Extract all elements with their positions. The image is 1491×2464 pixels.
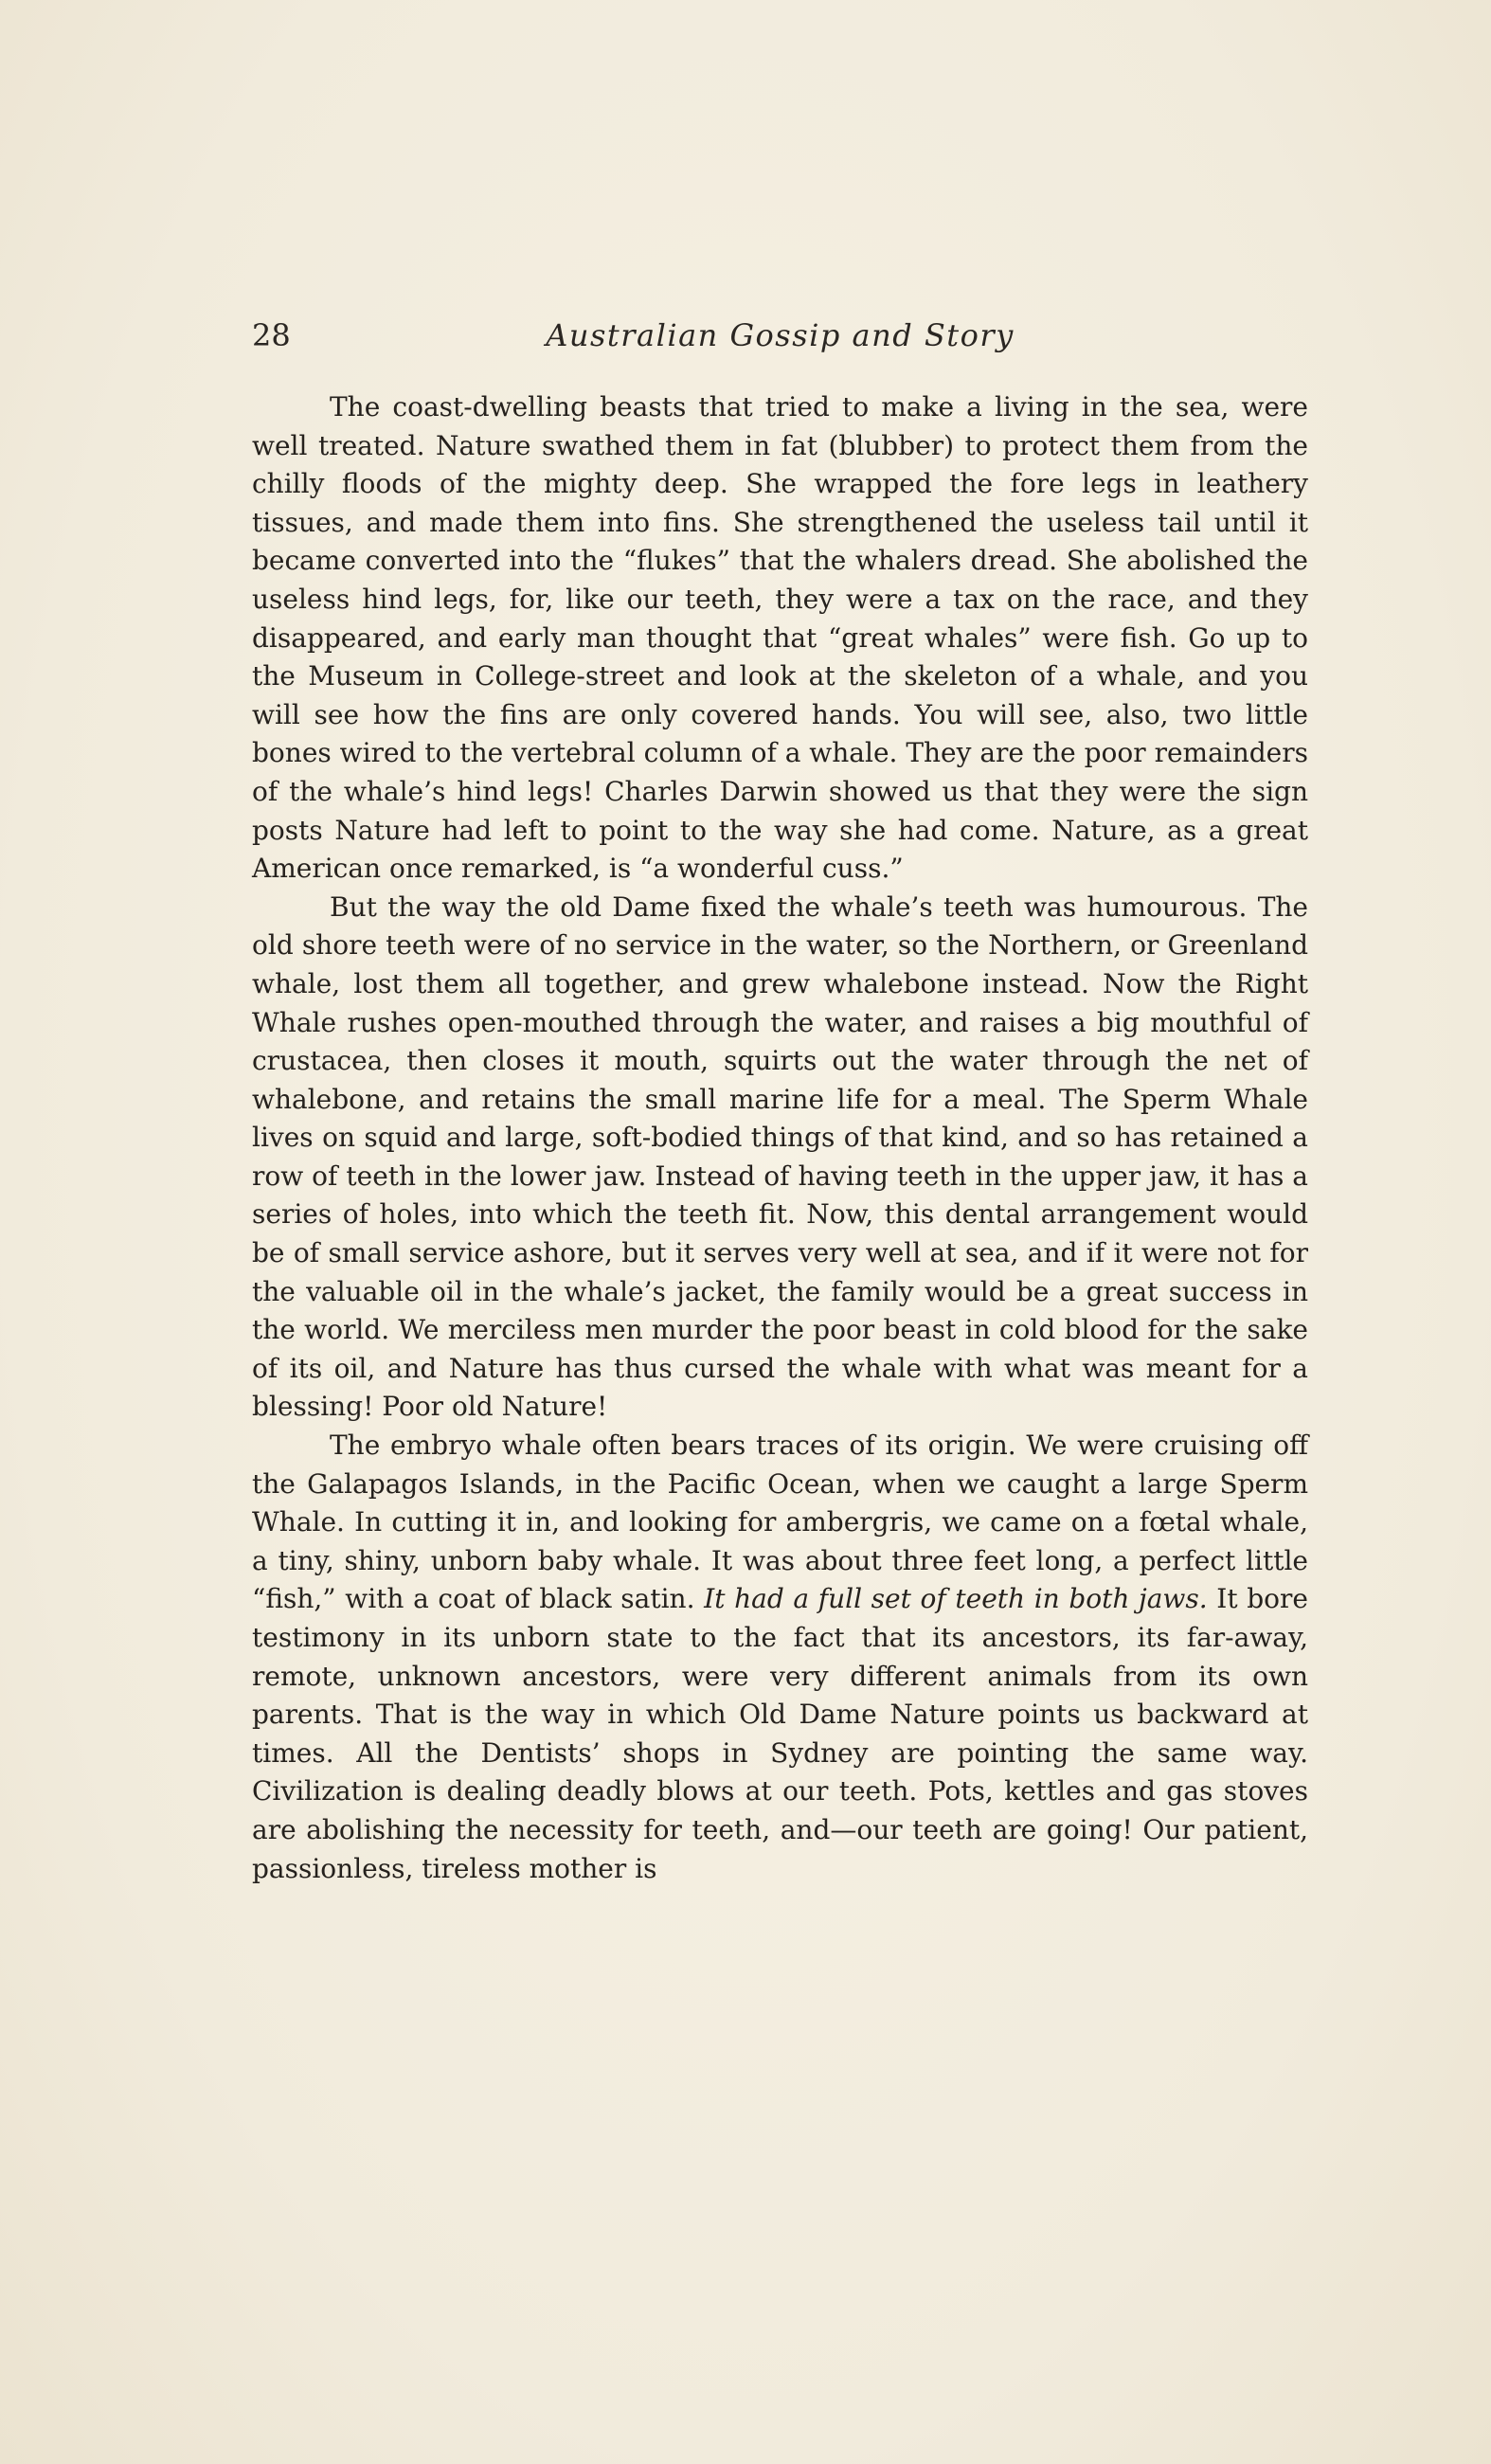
body-text [252,388,1308,1888]
paragraph-3-italic-text: It had a full set of teeth in both jaws. [704,1583,1208,1615]
paragraph-1: The coast-dwelling beasts that tried to make a living in the sea, were well treated. Nature swathed them in fat (blubber) to protect them from the chilly floods of the mighty deep. She wrapped the fore legs in leathery tissues, and made them into fins. She strengthened the useless tail until it became converted into the “flukes” that the whalers dread. She abolished the useless hind legs, for, like our teeth, they were a tax on the race, and they disappeared, and early man thought that “great whales” were fish. Go up to the Museum in College-street and look at the skeleton of a whale, and you will see how the fins are only covered hands. You will see, also, two little bones wired to the vertebral column of a whale. They are the poor remainders of the whale’s hind legs! Charles Darwin showed us that they were the sign posts Nature had left to point to the way she had come. Nature, as a great American once remarked, is “a wonderful cuss.” [252,391,1308,885]
page-number: 28 [252,317,291,353]
paragraph-2: But the way the old Dame fixed the whale’s teeth was humourous. The old shore teeth were of no service in the water, so the Northern, or Greenland whale, lost them all together, and grew whalebone instead. Now the Right Whale rushes open-mouthed through the water, and raises a big mouthful of crustacea, then closes it mouth, squirts out the water through the net of whalebone, and retains the small marine life for a meal. The Sperm Whale lives on squid and large, soft-bodied things of that kind, and so has retained a row of teeth in the lower jaw. Instead of having teeth in the upper jaw, it has a series of holes, into which the teeth fit. Now, this dental arrangement would be of small service ashore, but it serves very well at sea, and if it were not for the valuable oil in the whale’s jacket, the family would be a great success in the world. We merciless men murder the poor beast in cold blood for the sake of its oil, and Nature has thus cursed the whale with what was meant for a blessing! Poor old Nature! [252,890,1308,1423]
running-title: Australian Gossip and Story [546,317,1015,353]
paragraph-3 [252,1427,1308,1888]
paragraph-3-text-after: It bore testimony in its unborn state to the fact that its ancestors, its far-away, remote, unknown ancestors, were very different animals from its own parents. That is the way in which Old Dame Nature points us backward at times. All the Dentists’ shops in Sydney are pointing the same way. Civilization is dealing deadly blows at our teeth. Pots, kettles and gas stoves are abolishing the necessity for teeth, and—our teeth are going! Our patient, passionless, tireless mother is [252,1583,1308,1884]
page-header [252,315,1308,356]
paragraph-3-text-before: The embryo whale often bears traces of its origin. We were cruising off the Galapagos Islands, in the Pacific Ocean, when we caught a large Sperm Whale. In cutting it in, and looking for ambergris, we came on a fœtal whale, a tiny, shiny, unborn baby whale. It was about three feet long, a perfect little “fish,” with a coat of black satin. [252,1430,1308,1615]
